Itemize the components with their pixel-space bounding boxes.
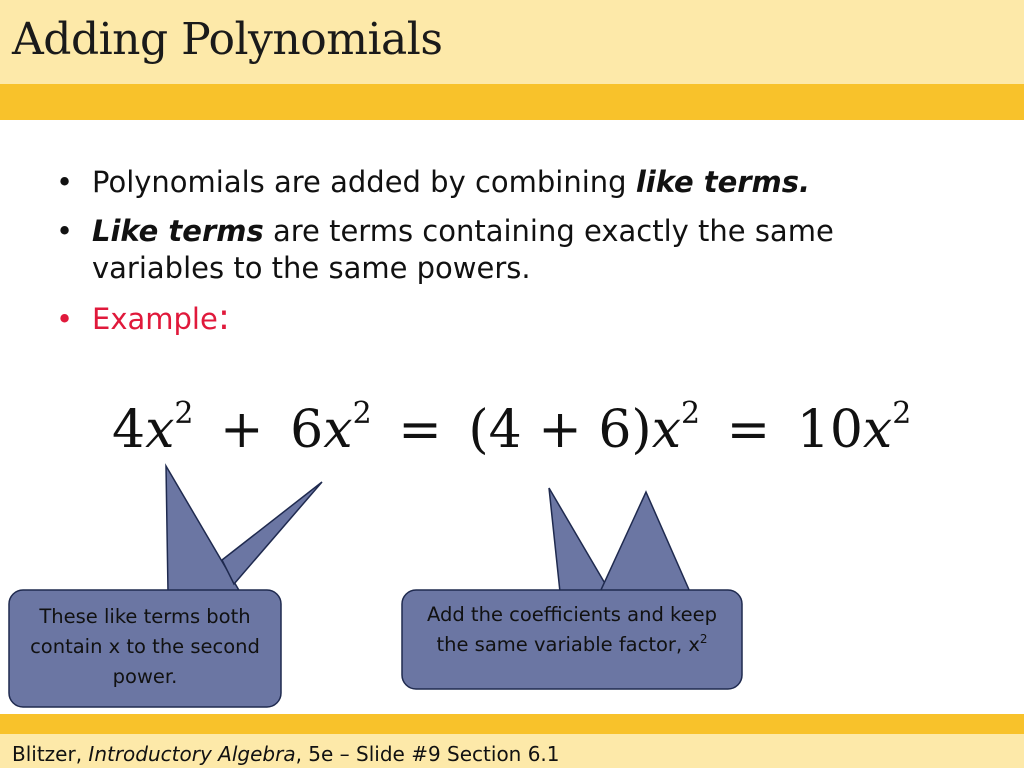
left-callout-pointer-2 bbox=[222, 482, 322, 584]
bullet-dot: • bbox=[56, 165, 74, 199]
bullet-3-text: Example bbox=[92, 302, 218, 337]
right-callout-pointer-2 bbox=[600, 492, 690, 592]
bullet-1-text: Polynomials are added by combining bbox=[92, 165, 636, 199]
right-callout-pointer-1 bbox=[549, 488, 610, 592]
plus-operator: + bbox=[220, 400, 264, 460]
right-callout-text bbox=[410, 600, 734, 660]
slide-footer bbox=[12, 742, 560, 766]
result-coefficient: 10 bbox=[796, 400, 863, 460]
grouped-exponent: 2 bbox=[681, 396, 701, 431]
term-2-exponent: 2 bbox=[352, 396, 372, 431]
result-variable: x bbox=[862, 400, 893, 460]
right-callout-exponent: 2 bbox=[699, 632, 708, 647]
term-1-variable: x bbox=[145, 400, 175, 460]
equals-sign-1: = bbox=[398, 400, 442, 460]
left-callout-text: These like terms both contain x to the second power. bbox=[30, 605, 260, 689]
bullet-dot: • bbox=[56, 302, 74, 337]
term-2-variable: x bbox=[323, 400, 353, 460]
bullet-dot: • bbox=[56, 214, 74, 249]
term-1-coefficient: 4 bbox=[112, 400, 146, 460]
grouped-coefficients: (4 + 6) bbox=[468, 400, 652, 460]
bullet-2-emphasis: Like terms bbox=[92, 214, 264, 249]
footer-book-title: Introductory Algebra bbox=[88, 742, 296, 766]
grouped-variable: x bbox=[651, 400, 682, 460]
footer-slide-info: , 5e – Slide #9 Section 6.1 bbox=[295, 742, 560, 766]
bullet-1-emphasis: like terms. bbox=[635, 165, 811, 199]
bullet-3-colon: : bbox=[217, 297, 230, 339]
bullet-2-text: are terms containing exactly the same variables to the same powers. bbox=[92, 214, 834, 286]
slide-title: Adding Polynomials bbox=[12, 14, 443, 65]
result-exponent: 2 bbox=[892, 396, 912, 431]
equals-sign-2: = bbox=[726, 400, 771, 460]
term-2-coefficient: 6 bbox=[290, 400, 324, 460]
right-callout-main: Add the coefficients and keep the same variable factor, x bbox=[426, 603, 717, 657]
term-1-exponent: 2 bbox=[174, 396, 194, 431]
footer-author: Blitzer, bbox=[12, 742, 89, 766]
footer-accent-bar bbox=[0, 714, 1024, 734]
